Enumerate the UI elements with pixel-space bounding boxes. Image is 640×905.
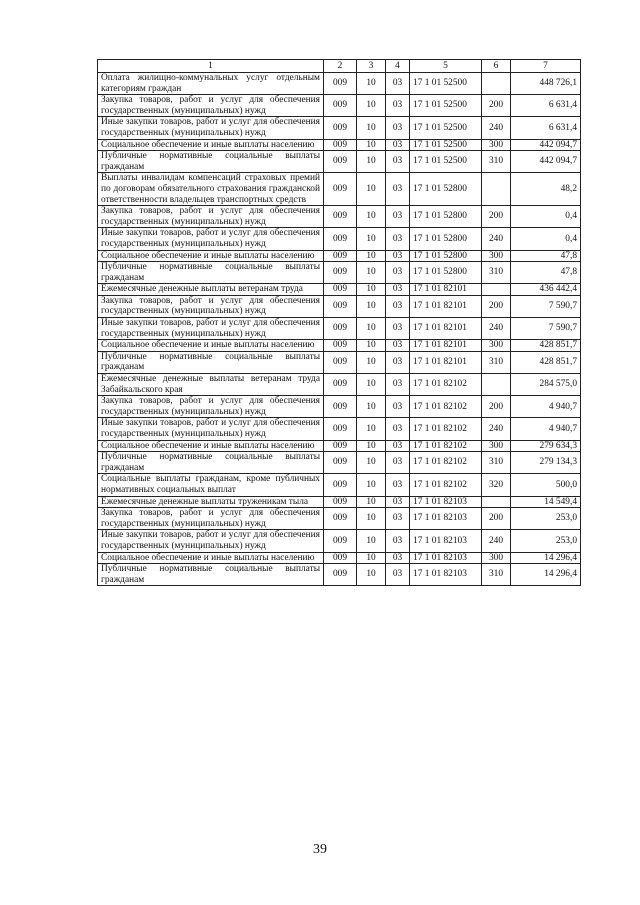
table-row bbox=[98, 117, 581, 139]
column-header: 6 bbox=[482, 60, 511, 73]
table-row bbox=[98, 374, 581, 396]
amount-cell: 253,0 bbox=[511, 508, 581, 530]
expense-type-cell: 200 bbox=[482, 508, 511, 530]
expense-type-cell: 200 bbox=[482, 95, 511, 117]
section-code-cell: 10 bbox=[357, 374, 386, 396]
subsection-code-cell: 03 bbox=[386, 552, 410, 564]
amount-cell: 442 094,7 bbox=[511, 139, 581, 151]
amount-cell: 48,2 bbox=[511, 173, 581, 206]
table-row bbox=[98, 440, 581, 452]
expense-type-cell: 200 bbox=[482, 295, 511, 317]
expense-type-cell: 240 bbox=[482, 530, 511, 552]
expense-name-cell: Закупка товаров, работ и услуг для обеспечения государственных (муниципальных) нужд bbox=[98, 396, 324, 418]
grbs-code-cell: 009 bbox=[324, 508, 357, 530]
column-header: 2 bbox=[324, 60, 357, 73]
target-article-cell: 17 1 01 82101 bbox=[410, 295, 482, 317]
section-code-cell: 10 bbox=[357, 452, 386, 474]
target-article-cell: 17 1 01 52500 bbox=[410, 95, 482, 117]
expense-type-cell bbox=[482, 374, 511, 396]
amount-cell: 6 631,4 bbox=[511, 117, 581, 139]
target-article-cell: 17 1 01 82103 bbox=[410, 496, 482, 508]
section-code-cell: 10 bbox=[357, 508, 386, 530]
expense-name-cell: Социальное обеспечение и иные выплаты населению bbox=[98, 440, 324, 452]
section-code-cell: 10 bbox=[357, 228, 386, 250]
column-header: 3 bbox=[357, 60, 386, 73]
table-row bbox=[98, 508, 581, 530]
table-row bbox=[98, 340, 581, 352]
section-code-cell: 10 bbox=[357, 318, 386, 340]
expense-type-cell: 300 bbox=[482, 139, 511, 151]
table-row bbox=[98, 173, 581, 206]
expense-type-cell: 240 bbox=[482, 418, 511, 440]
amount-cell: 279 634,3 bbox=[511, 440, 581, 452]
expense-type-cell bbox=[482, 173, 511, 206]
section-code-cell: 10 bbox=[357, 95, 386, 117]
expense-type-cell: 200 bbox=[482, 206, 511, 228]
section-code-cell: 10 bbox=[357, 340, 386, 352]
column-header: 7 bbox=[511, 60, 581, 73]
amount-cell: 7 590,7 bbox=[511, 318, 581, 340]
target-article-cell: 17 1 01 82101 bbox=[410, 351, 482, 373]
target-article-cell: 17 1 01 52800 bbox=[410, 206, 482, 228]
expense-name-cell: Публичные нормативные социальные выплаты гражданам bbox=[98, 151, 324, 173]
table-row bbox=[98, 396, 581, 418]
expense-name-cell: Публичные нормативные социальные выплаты гражданам bbox=[98, 564, 324, 586]
grbs-code-cell: 009 bbox=[324, 318, 357, 340]
subsection-code-cell: 03 bbox=[386, 206, 410, 228]
section-code-cell: 10 bbox=[357, 262, 386, 284]
amount-cell: 253,0 bbox=[511, 530, 581, 552]
table-row bbox=[98, 262, 581, 284]
expense-type-cell bbox=[482, 73, 511, 95]
grbs-code-cell: 009 bbox=[324, 295, 357, 317]
expense-name-cell: Социальные выплаты гражданам, кроме публичных нормативных социальных выплат bbox=[98, 474, 324, 496]
table-row bbox=[98, 351, 581, 373]
expense-type-cell bbox=[482, 284, 511, 296]
target-article-cell: 17 1 01 52800 bbox=[410, 173, 482, 206]
grbs-code-cell: 009 bbox=[324, 374, 357, 396]
subsection-code-cell: 03 bbox=[386, 474, 410, 496]
amount-cell: 500,0 bbox=[511, 474, 581, 496]
grbs-code-cell: 009 bbox=[324, 284, 357, 296]
grbs-code-cell: 009 bbox=[324, 418, 357, 440]
table-row bbox=[98, 452, 581, 474]
target-article-cell: 17 1 01 82101 bbox=[410, 284, 482, 296]
target-article-cell: 17 1 01 82103 bbox=[410, 564, 482, 586]
table-row bbox=[98, 418, 581, 440]
expense-type-cell: 240 bbox=[482, 228, 511, 250]
grbs-code-cell: 009 bbox=[324, 396, 357, 418]
expense-name-cell: Закупка товаров, работ и услуг для обеспечения государственных (муниципальных) нужд bbox=[98, 295, 324, 317]
subsection-code-cell: 03 bbox=[386, 340, 410, 352]
expense-name-cell: Публичные нормативные социальные выплаты гражданам bbox=[98, 262, 324, 284]
amount-cell: 47,8 bbox=[511, 250, 581, 262]
expense-type-cell: 310 bbox=[482, 151, 511, 173]
expense-name-cell: Ежемесячные денежные выплаты труженикам тыла bbox=[98, 496, 324, 508]
target-article-cell: 17 1 01 52800 bbox=[410, 262, 482, 284]
target-article-cell: 17 1 01 52800 bbox=[410, 250, 482, 262]
grbs-code-cell: 009 bbox=[324, 95, 357, 117]
section-code-cell: 10 bbox=[357, 284, 386, 296]
subsection-code-cell: 03 bbox=[386, 173, 410, 206]
section-code-cell: 10 bbox=[357, 117, 386, 139]
target-article-cell: 17 1 01 82102 bbox=[410, 418, 482, 440]
expense-type-cell: 300 bbox=[482, 552, 511, 564]
section-code-cell: 10 bbox=[357, 250, 386, 262]
section-code-cell: 10 bbox=[357, 530, 386, 552]
subsection-code-cell: 03 bbox=[386, 95, 410, 117]
expense-type-cell: 300 bbox=[482, 340, 511, 352]
expense-type-cell: 320 bbox=[482, 474, 511, 496]
expense-type-cell: 240 bbox=[482, 318, 511, 340]
subsection-code-cell: 03 bbox=[386, 418, 410, 440]
amount-cell: 4 940,7 bbox=[511, 396, 581, 418]
section-code-cell: 10 bbox=[357, 418, 386, 440]
subsection-code-cell: 03 bbox=[386, 496, 410, 508]
table-row bbox=[98, 139, 581, 151]
section-code-cell: 10 bbox=[357, 474, 386, 496]
amount-cell: 442 094,7 bbox=[511, 151, 581, 173]
expense-name-cell: Иные закупки товаров, работ и услуг для обеспечения государственных (муниципальных) нужд bbox=[98, 418, 324, 440]
section-code-cell: 10 bbox=[357, 151, 386, 173]
expense-name-cell: Иные закупки товаров, работ и услуг для обеспечения государственных (муниципальных) нужд bbox=[98, 530, 324, 552]
expense-type-cell: 300 bbox=[482, 250, 511, 262]
table-header-row bbox=[98, 60, 581, 73]
subsection-code-cell: 03 bbox=[386, 117, 410, 139]
expense-name-cell: Закупка товаров, работ и услуг для обеспечения государственных (муниципальных) нужд bbox=[98, 206, 324, 228]
subsection-code-cell: 03 bbox=[386, 139, 410, 151]
section-code-cell: 10 bbox=[357, 139, 386, 151]
target-article-cell: 17 1 01 52500 bbox=[410, 151, 482, 173]
target-article-cell: 17 1 01 52500 bbox=[410, 117, 482, 139]
table-row bbox=[98, 295, 581, 317]
table-row bbox=[98, 206, 581, 228]
column-header: 4 bbox=[386, 60, 410, 73]
table-row bbox=[98, 496, 581, 508]
target-article-cell: 17 1 01 52800 bbox=[410, 228, 482, 250]
section-code-cell: 10 bbox=[357, 206, 386, 228]
subsection-code-cell: 03 bbox=[386, 351, 410, 373]
expense-name-cell: Социальное обеспечение и иные выплаты населению bbox=[98, 340, 324, 352]
table-row bbox=[98, 552, 581, 564]
grbs-code-cell: 009 bbox=[324, 496, 357, 508]
section-code-cell: 10 bbox=[357, 564, 386, 586]
amount-cell: 14 296,4 bbox=[511, 564, 581, 586]
amount-cell: 428 851,7 bbox=[511, 340, 581, 352]
section-code-cell: 10 bbox=[357, 496, 386, 508]
table-row bbox=[98, 474, 581, 496]
column-header: 5 bbox=[410, 60, 482, 73]
subsection-code-cell: 03 bbox=[386, 228, 410, 250]
expense-type-cell: 310 bbox=[482, 262, 511, 284]
grbs-code-cell: 009 bbox=[324, 564, 357, 586]
amount-cell: 428 851,7 bbox=[511, 351, 581, 373]
grbs-code-cell: 009 bbox=[324, 474, 357, 496]
section-code-cell: 10 bbox=[357, 552, 386, 564]
target-article-cell: 17 1 01 82101 bbox=[410, 340, 482, 352]
amount-cell: 14 549,4 bbox=[511, 496, 581, 508]
amount-cell: 4 940,7 bbox=[511, 418, 581, 440]
expense-type-cell: 300 bbox=[482, 440, 511, 452]
grbs-code-cell: 009 bbox=[324, 452, 357, 474]
table-row bbox=[98, 564, 581, 586]
expense-name-cell: Закупка товаров, работ и услуг для обеспечения государственных (муниципальных) нужд bbox=[98, 508, 324, 530]
grbs-code-cell: 009 bbox=[324, 351, 357, 373]
expense-type-cell: 310 bbox=[482, 452, 511, 474]
expense-name-cell: Оплата жилищно-коммунальных услуг отдельным категориям граждан bbox=[98, 73, 324, 95]
expense-type-cell bbox=[482, 496, 511, 508]
grbs-code-cell: 009 bbox=[324, 139, 357, 151]
expense-name-cell: Иные закупки товаров, работ и услуг для обеспечения государственных (муниципальных) нужд bbox=[98, 117, 324, 139]
section-code-cell: 10 bbox=[357, 396, 386, 418]
grbs-code-cell: 009 bbox=[324, 250, 357, 262]
subsection-code-cell: 03 bbox=[386, 440, 410, 452]
subsection-code-cell: 03 bbox=[386, 530, 410, 552]
expense-name-cell: Социальное обеспечение и иные выплаты населению bbox=[98, 250, 324, 262]
amount-cell: 47,8 bbox=[511, 262, 581, 284]
amount-cell: 7 590,7 bbox=[511, 295, 581, 317]
target-article-cell: 17 1 01 82103 bbox=[410, 508, 482, 530]
expense-type-cell: 240 bbox=[482, 117, 511, 139]
target-article-cell: 17 1 01 82102 bbox=[410, 440, 482, 452]
grbs-code-cell: 009 bbox=[324, 340, 357, 352]
section-code-cell: 10 bbox=[357, 440, 386, 452]
amount-cell: 6 631,4 bbox=[511, 95, 581, 117]
target-article-cell: 17 1 01 82103 bbox=[410, 530, 482, 552]
expense-name-cell: Иные закупки товаров, работ и услуг для обеспечения государственных (муниципальных) нужд bbox=[98, 318, 324, 340]
expense-name-cell: Публичные нормативные социальные выплаты гражданам bbox=[98, 351, 324, 373]
table-row bbox=[98, 318, 581, 340]
table-row bbox=[98, 250, 581, 262]
amount-cell: 279 134,3 bbox=[511, 452, 581, 474]
table-row bbox=[98, 228, 581, 250]
grbs-code-cell: 009 bbox=[324, 262, 357, 284]
section-code-cell: 10 bbox=[357, 73, 386, 95]
expense-name-cell: Публичные нормативные социальные выплаты гражданам bbox=[98, 452, 324, 474]
column-header: 1 bbox=[98, 60, 324, 73]
budget-table bbox=[97, 59, 581, 586]
target-article-cell: 17 1 01 82102 bbox=[410, 374, 482, 396]
subsection-code-cell: 03 bbox=[386, 73, 410, 95]
table-row bbox=[98, 530, 581, 552]
grbs-code-cell: 009 bbox=[324, 117, 357, 139]
grbs-code-cell: 009 bbox=[324, 206, 357, 228]
target-article-cell: 17 1 01 82103 bbox=[410, 552, 482, 564]
subsection-code-cell: 03 bbox=[386, 295, 410, 317]
grbs-code-cell: 009 bbox=[324, 530, 357, 552]
table-row bbox=[98, 151, 581, 173]
expense-name-cell: Социальное обеспечение и иные выплаты населению bbox=[98, 139, 324, 151]
grbs-code-cell: 009 bbox=[324, 228, 357, 250]
subsection-code-cell: 03 bbox=[386, 250, 410, 262]
subsection-code-cell: 03 bbox=[386, 151, 410, 173]
table-row bbox=[98, 284, 581, 296]
subsection-code-cell: 03 bbox=[386, 374, 410, 396]
grbs-code-cell: 009 bbox=[324, 73, 357, 95]
amount-cell: 0,4 bbox=[511, 228, 581, 250]
amount-cell: 436 442,4 bbox=[511, 284, 581, 296]
subsection-code-cell: 03 bbox=[386, 452, 410, 474]
section-code-cell: 10 bbox=[357, 173, 386, 206]
grbs-code-cell: 009 bbox=[324, 173, 357, 206]
amount-cell: 448 726,1 bbox=[511, 73, 581, 95]
grbs-code-cell: 009 bbox=[324, 552, 357, 564]
table-body bbox=[98, 73, 581, 586]
amount-cell: 284 575,0 bbox=[511, 374, 581, 396]
target-article-cell: 17 1 01 52500 bbox=[410, 139, 482, 151]
target-article-cell: 17 1 01 82102 bbox=[410, 396, 482, 418]
subsection-code-cell: 03 bbox=[386, 396, 410, 418]
subsection-code-cell: 03 bbox=[386, 318, 410, 340]
target-article-cell: 17 1 01 82101 bbox=[410, 318, 482, 340]
subsection-code-cell: 03 bbox=[386, 284, 410, 296]
section-code-cell: 10 bbox=[357, 351, 386, 373]
expense-type-cell: 310 bbox=[482, 564, 511, 586]
expense-name-cell: Выплаты инвалидам компенсаций страховых премий по договорам обязательного страхования гражданской ответственности владельцев транспортных средств bbox=[98, 173, 324, 206]
expense-name-cell: Ежемесячные денежные выплаты ветеранам труда bbox=[98, 284, 324, 296]
grbs-code-cell: 009 bbox=[324, 151, 357, 173]
expense-name-cell: Закупка товаров, работ и услуг для обеспечения государственных (муниципальных) нужд bbox=[98, 95, 324, 117]
amount-cell: 0,4 bbox=[511, 206, 581, 228]
section-code-cell: 10 bbox=[357, 295, 386, 317]
amount-cell: 14 296,4 bbox=[511, 552, 581, 564]
subsection-code-cell: 03 bbox=[386, 262, 410, 284]
subsection-code-cell: 03 bbox=[386, 508, 410, 530]
expense-name-cell: Социальное обеспечение и иные выплаты населению bbox=[98, 552, 324, 564]
expense-type-cell: 200 bbox=[482, 396, 511, 418]
target-article-cell: 17 1 01 82102 bbox=[410, 474, 482, 496]
expense-name-cell: Иные закупки товаров, работ и услуг для обеспечения государственных (муниципальных) нужд bbox=[98, 228, 324, 250]
target-article-cell: 17 1 01 82102 bbox=[410, 452, 482, 474]
expense-type-cell: 310 bbox=[482, 351, 511, 373]
page-number: 39 bbox=[313, 842, 327, 857]
table-row bbox=[98, 73, 581, 95]
subsection-code-cell: 03 bbox=[386, 564, 410, 586]
expense-name-cell: Ежемесячные денежные выплаты ветеранам труда Забайкальского края bbox=[98, 374, 324, 396]
table-row bbox=[98, 95, 581, 117]
grbs-code-cell: 009 bbox=[324, 440, 357, 452]
target-article-cell: 17 1 01 52500 bbox=[410, 73, 482, 95]
